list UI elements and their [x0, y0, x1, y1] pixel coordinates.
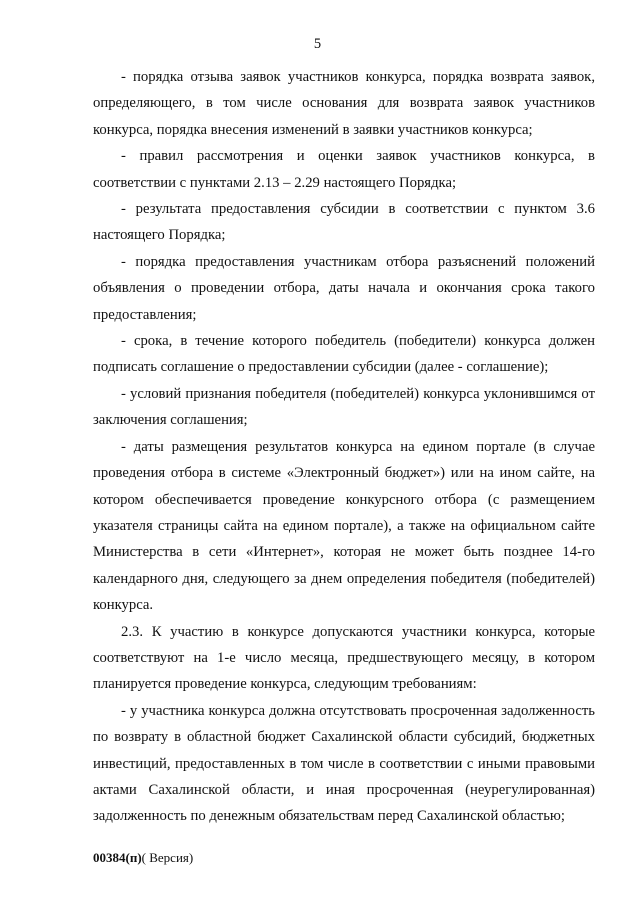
- paragraph-withdrawal-order: - порядка отзыва заявок участников конкурса, порядка возврата заявок, определяющего, в том числе основания для возврата заявок участников конкурса, порядка внесения изменений в заявки участников конкурса;: [93, 69, 595, 138]
- paragraph-review-rules: - правил рассмотрения и оценки заявок участников конкурса, в соответствии с пунктами 2.13 – 2.29 настоящего Порядка;: [93, 148, 595, 191]
- document-code: 00384(п): [93, 850, 142, 865]
- paragraph-clarifications: - порядка предоставления участникам отбора разъяснений положений объявления о проведении отбора, даты начала и окончания срока такого предоставления;: [93, 253, 595, 323]
- paragraph-results-publication: - даты размещения результатов конкурса на едином портале (в случае проведения отбора в системе «Электронный бюджет») или на ином сайте, на котором обеспечивается проведение конкурсного отбора (с размещением указателя страницы сайта на едином портале), а также на официальном сайте Министерства в сети «Интернет», которая не может быть позднее 14-го календарного дня, следующего за днем определения победителя (победителей) конкурса.: [93, 438, 595, 614]
- paragraph-debt-requirement: - у участника конкурса должна отсутствовать просроченная задолженность по возврату в областной бюджет Сахалинской области субсидий, бюджетных инвестиций, предоставленных в том числе в соответствии с иными правовыми актами Сахалинской области, и иная просроченная (неурегулированная) задолженность по денежным обязательствам перед Сахалинской областью;: [93, 702, 595, 825]
- document-version: ( Версия): [141, 850, 194, 865]
- paragraph-section-2-3: 2.3. К участию в конкурсе допускаются участники конкурса, которые соответствуют на 1-е число месяца, предшествующего месяцу, в котором планируется проведение конкурса, следующим требованиям:: [93, 623, 595, 693]
- paragraph-signing-deadline: - срока, в течение которого победитель (победители) конкурса должен подписать соглашение о предоставлении субсидии (далее - соглашение);: [93, 333, 595, 376]
- document-footer: [93, 850, 193, 866]
- page-number: 5: [313, 36, 322, 52]
- paragraph-subsidy-result: - результата предоставления субсидии в соответствии с пунктом 3.6 настоящего Порядка;: [93, 201, 595, 244]
- paragraph-evasion-conditions: - условий признания победителя (победителей) конкурса уклонившимся от заключения соглашения;: [93, 385, 595, 429]
- document-body: [93, 64, 595, 830]
